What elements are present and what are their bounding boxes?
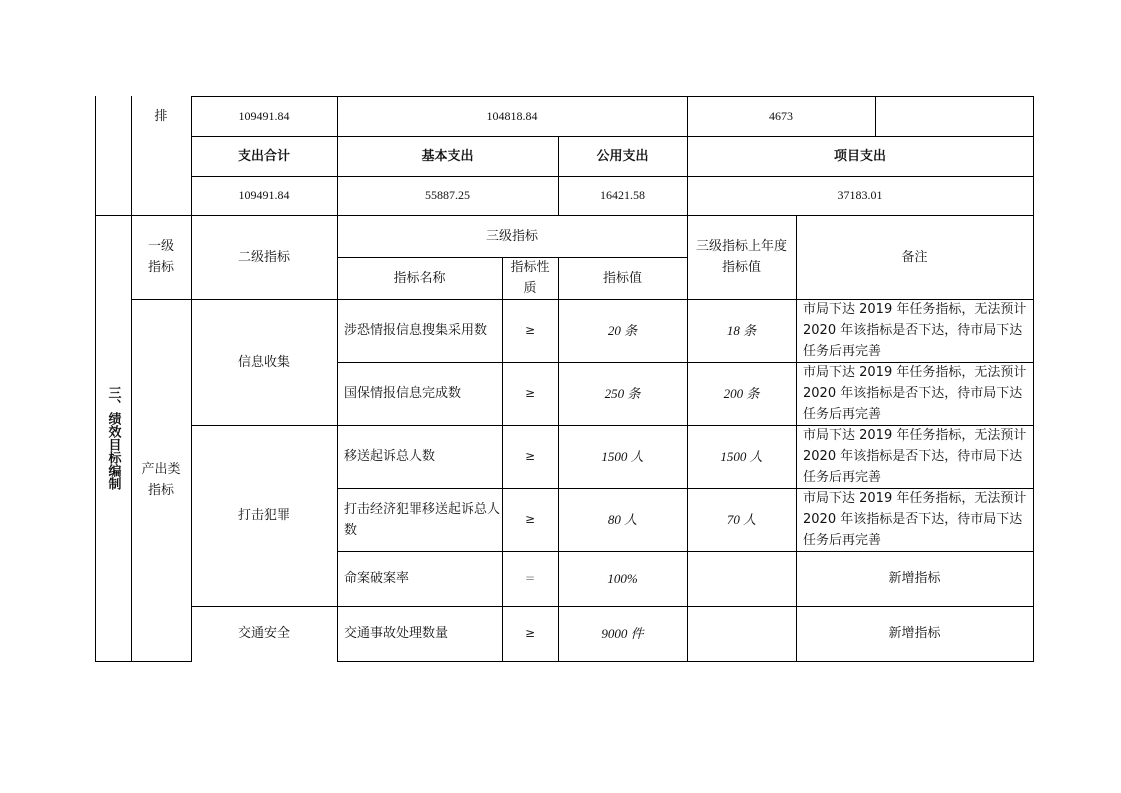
indicator-operator: ≥ <box>524 626 536 640</box>
header-indicator-nature: 指标性质 <box>510 260 550 296</box>
indicator-prev-value: 200 条 <box>723 386 760 401</box>
indicator-prev-value: 70 人 <box>726 512 757 527</box>
indicator-value: 9000 件 <box>601 626 644 641</box>
budget-d <box>875 96 1033 136</box>
indicator-value: 80 人 <box>607 512 638 527</box>
header-prev-year-value: 三级指标上年度指标值 <box>695 239 787 275</box>
indicator-operator: ≥ <box>524 323 536 337</box>
section-title: 三、绩效目标编制 <box>105 386 121 490</box>
group-traffic-safety: 交通安全 <box>237 626 290 641</box>
indicator-prev-value: 1500 人 <box>720 449 763 464</box>
value-public: 16421.58 <box>600 188 645 202</box>
indicator-remark: 新增指标 <box>888 626 941 641</box>
indicator-value: 1500 人 <box>601 449 644 464</box>
header-level3: 三级指标 <box>485 228 538 244</box>
indicator-value: 250 条 <box>604 386 641 401</box>
row-label-pai: 排 <box>154 108 168 124</box>
header-level1: 一级指标 <box>147 239 174 275</box>
budget-b: 104818.84 <box>486 108 538 123</box>
indicator-prev-value <box>687 551 796 606</box>
value-total: 109491.84 <box>238 188 290 202</box>
indicator-operator: = <box>524 571 536 585</box>
rule <box>95 661 192 662</box>
indicator-name: 交通事故处理数量 <box>344 626 449 641</box>
header-indicator-value: 指标值 <box>602 270 642 286</box>
indicator-prev-value <box>687 606 796 661</box>
indicator-remark: 市局下达 2019 年任务指标，无法预计 2020 年该指标是否下达，待市局下达任务后再完善 <box>803 428 1027 485</box>
indicator-remark: 市局下达 2019 年任务指标，无法预计 2020 年该指标是否下达，待市局下达任务后再完善 <box>803 365 1027 422</box>
header-basic-expenditure: 基本支出 <box>421 148 474 164</box>
value-basic: 55887.25 <box>425 188 470 202</box>
indicator-remark: 市局下达 2019 年任务指标，无法预计 2020 年该指标是否下达，待市局下达任务后再完善 <box>803 491 1027 548</box>
indicator-operator: ≥ <box>524 386 536 400</box>
indicator-value: 100% <box>607 571 638 586</box>
indicator-name: 国保情报信息完成数 <box>344 386 462 401</box>
budget-total: 109491.84 <box>238 108 290 123</box>
rule <box>131 96 132 661</box>
header-total-expenditure: 支出合计 <box>237 148 290 164</box>
indicator-name: 涉恐情报信息搜集采用数 <box>344 323 488 338</box>
header-project-expenditure: 项目支出 <box>833 148 886 164</box>
indicator-value: 20 条 <box>607 323 638 338</box>
rule <box>337 661 1034 662</box>
group-info-collection: 信息收集 <box>237 354 290 370</box>
indicator-name: 打击经济犯罪移送起诉总人数 <box>344 501 501 538</box>
level1-category: 产出类指标 <box>141 462 181 498</box>
indicator-remark: 新增指标 <box>888 571 941 586</box>
indicator-name: 命案破案率 <box>344 571 410 586</box>
header-indicator-name: 指标名称 <box>393 270 446 286</box>
budget-c: 4673 <box>769 108 793 123</box>
indicator-remark: 市局下达 2019 年任务指标，无法预计 2020 年该指标是否下达，待市局下达任务后再完善 <box>803 302 1027 359</box>
rule <box>1033 96 1034 662</box>
indicator-prev-value: 18 条 <box>726 323 757 338</box>
value-project: 37183.01 <box>837 188 883 202</box>
indicator-operator: ≥ <box>524 449 536 463</box>
header-remark: 备注 <box>901 249 928 265</box>
group-crime-fighting: 打击犯罪 <box>237 508 290 523</box>
indicator-name: 移送起诉总人数 <box>344 449 436 464</box>
indicator-operator: ≥ <box>524 512 536 526</box>
header-level2: 二级指标 <box>237 249 290 265</box>
header-public-expenditure: 公用支出 <box>596 148 649 164</box>
